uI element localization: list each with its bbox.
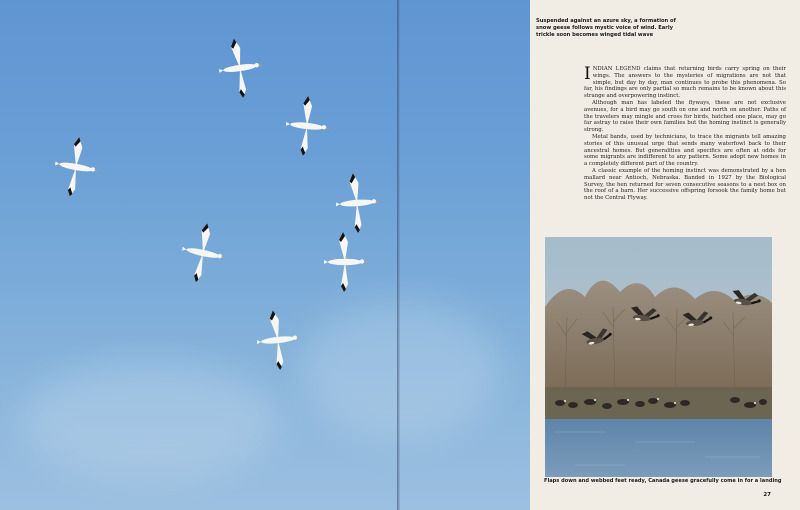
page-number: 27 xyxy=(763,492,771,498)
snow-goose-icon xyxy=(334,171,382,234)
snow-goose-icon xyxy=(176,219,232,287)
snow-goose-icon xyxy=(215,35,267,101)
snow-goose-icon xyxy=(283,94,333,158)
drop-cap: I xyxy=(584,64,591,84)
right-page xyxy=(530,0,800,510)
article-paragraph: Metal bands, used by technicians, to trace the migrants tell amazing stories of this unusual urge that sends many waterfowl back to their ancestral homes. But generalities and specifics are often at odds for some migrants are indifferent to any pattern. Some adopt new homes in a completely different part of the country. xyxy=(584,133,786,168)
canada-geese-photo xyxy=(545,237,772,477)
article-body xyxy=(584,66,786,202)
snow-goose-icon xyxy=(324,232,368,292)
landing-geese-scene xyxy=(545,237,772,477)
top-caption: Suspended against an azure sky, a formation of snow geese follows mystic voice of wind. Early trickle soon becomes winged tidal wave xyxy=(536,18,676,38)
snow-goose-icon xyxy=(254,308,304,372)
snow-goose-icon xyxy=(50,134,104,201)
article-paragraph: A classic example of the homing instinct was demonstrated by a hen mallard near Antioch, Nebraska. Banded in 1927 by the Biological Survey, the hen returned for seven consecutive seasons to a nest box on the roof of a barn. Her successive offspring forsook the family home but not the Central Flyway. xyxy=(584,167,786,202)
article-paragraph: Although man has labeled the flyways, these are not exclusive avenues, for a bird may go south on one and north on another. Paths of the travelers may mingle and cross for birds, hatched one place, may go far astray to raise their own families but the homing instinct is generally strong. xyxy=(584,99,786,134)
river-water xyxy=(545,419,772,477)
article-paragraph-text: NDIAN LEGEND claims that returning birds carry spring on their wings. The answers to the mysteries of migrations are not that simple, but day by day, man continues to probe this phenomena. So far, his findings are only partial so much remains to be known about this strange and overpowering instinct. xyxy=(584,66,786,100)
bottom-caption: Flaps down and webbed feet ready, Canada geese gracefully come in for a landing xyxy=(544,478,782,484)
article-paragraph xyxy=(584,66,786,100)
page-gutter xyxy=(397,0,400,510)
river-bank xyxy=(545,387,772,419)
